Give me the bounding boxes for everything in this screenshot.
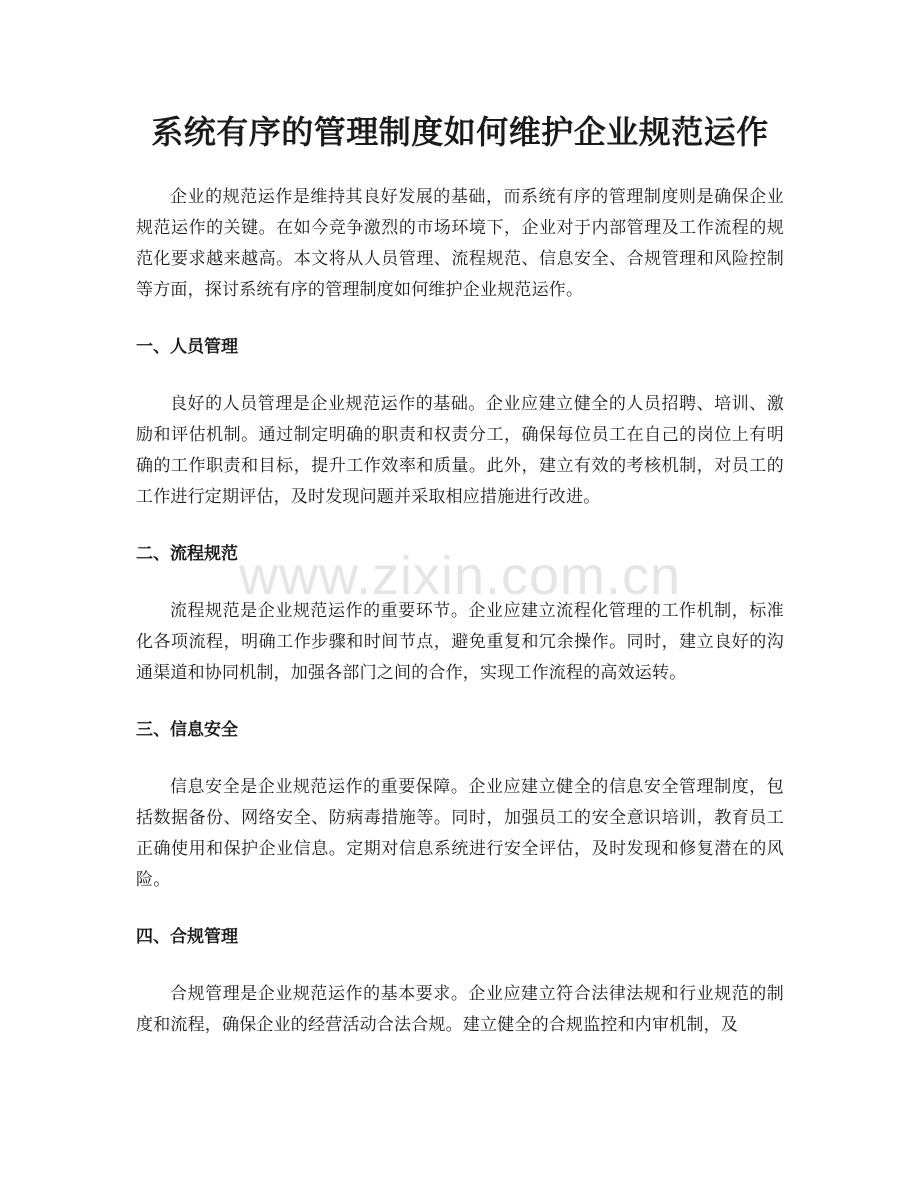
watermark-text: www.zixin.com.cn bbox=[238, 546, 682, 606]
section-body-compliance: 合规管理是企业规范运作的基本要求。企业应建立符合法律法规和行业规范的制度和流程，确保企业的经营活动合法合规。建立健全的合规监控和内审机制，及 bbox=[136, 984, 784, 1035]
section-body-personnel: 良好的人员管理是企业规范运作的基础。企业应建立健全的人员招聘、培训、激励和评估机制。通过制定明确的职责和权责分工，确保每位员工在自己的岗位上有明确的工作职责和目标，提升工作效率和质量。此外，建立有效的考核机制，对员工的工作进行定期评估，及时发现问题并采取相应措施进行改进。 bbox=[136, 394, 784, 507]
section-body-process: 流程规范是企业规范运作的重要环节。企业应建立流程化管理的工作机制，标准化各项流程，明确工作步骤和时间节点，避免重复和冗余操作。同时，建立良好的沟通渠道和协同机制，加强各部门之间的合作，实现工作流程的高效运转。 bbox=[136, 601, 784, 683]
intro-paragraph: 企业的规范运作是维持其良好发展的基础，而系统有序的管理制度则是确保企业规范运作的关键。在如今竞争激烈的市场环境下，企业对于内部管理及工作流程的规范化要求越来越高。本文将从人员管理、流程规范、信息安全、合规管理和风险控制等方面，探讨系统有序的管理制度如何维护企业规范运作。 bbox=[136, 187, 784, 300]
section-heading-process: 二、流程规范 bbox=[136, 544, 238, 564]
document-title: 系统有序的管理制度如何维护企业规范运作 bbox=[151, 113, 769, 151]
section-heading-personnel: 一、人员管理 bbox=[136, 337, 238, 357]
section-body-info-security: 信息安全是企业规范运作的重要保障。企业应建立健全的信息安全管理制度，包括数据备份、网络安全、防病毒措施等。同时，加强员工的安全意识培训，教育员工正确使用和保护企业信息。定期对信息系统进行安全评估，及时发现和修复潜在的风险。 bbox=[136, 777, 784, 890]
section-heading-compliance: 四、合规管理 bbox=[136, 927, 238, 947]
section-heading-info-security: 三、信息安全 bbox=[136, 720, 238, 740]
